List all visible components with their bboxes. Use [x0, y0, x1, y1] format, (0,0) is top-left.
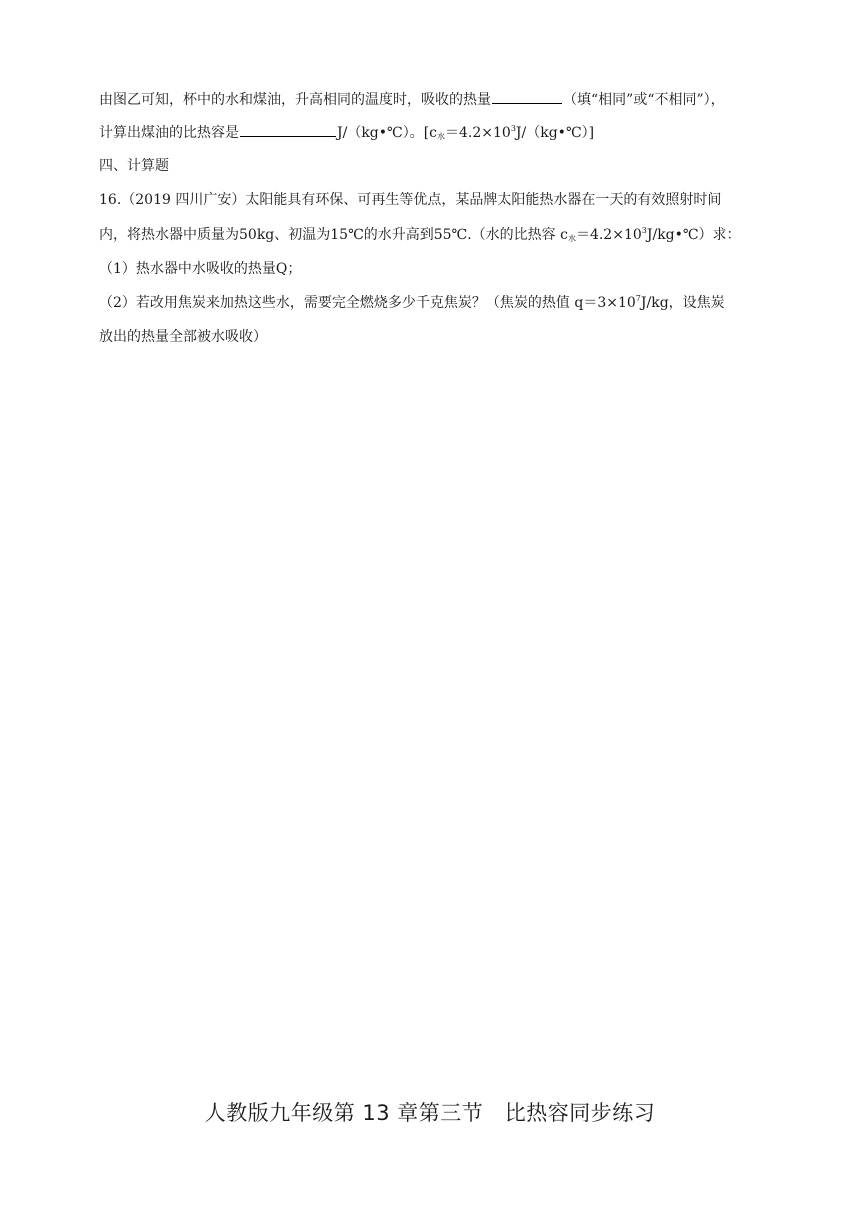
answer-blank-2[interactable] [240, 122, 336, 137]
q15-line-1 [99, 89, 725, 109]
footer-title: 人教版九年级第 13 章第三节 比热容同步练习 [204, 1101, 656, 1125]
q15-line-2 [99, 122, 594, 142]
subscript-water: 水 [567, 234, 576, 243]
q16-text: ＝4.2×10 [575, 227, 642, 243]
q15-text: ＝4.2×10 [445, 125, 511, 141]
superscript-exponent: 3 [510, 124, 516, 133]
q15-text: （填“相同”或“不相同”）， [563, 92, 725, 108]
q16-part-2 [99, 294, 725, 312]
answer-blank-1[interactable] [492, 89, 562, 104]
q16-text: 内，将热水器中质量为50kg、初温为15℃的水升高到55℃.（水的比热容 c [99, 227, 568, 243]
q16-line-1: 16.（2019 四川广安）太阳能具有环保、可再生等优点，某品牌太阳能热水器在一天的有效照射时间 [99, 192, 722, 208]
q15-text: J/（kg•℃）] [515, 125, 595, 141]
superscript-exponent: 3 [641, 226, 647, 235]
q16-line-2 [99, 226, 741, 244]
subscript-water: 水 [437, 132, 445, 141]
q16-text: J/kg•℃）求： [646, 227, 741, 243]
q15-text: 计算出煤油的比热容是 [99, 125, 239, 141]
section-title: 四、计算题 [99, 158, 169, 174]
superscript-exponent: 7 [635, 294, 641, 303]
q16-text: J/kg，设焦炭 [640, 295, 725, 311]
q15-text: J/（kg•℃）。[c [337, 125, 437, 141]
q16-text: （2）若改用焦炭来加热这些水，需要完全燃烧多少千克焦炭？（焦炭的热值 q＝3×10 [99, 295, 636, 311]
q16-part-2-continued: 放出的热量全部被水吸收） [99, 329, 267, 345]
q16-part-1: （1）热水器中水吸收的热量Q； [99, 261, 302, 277]
q15-text: 由图乙可知，杯中的水和煤油，升高相同的温度时，吸收的热量 [99, 92, 491, 108]
